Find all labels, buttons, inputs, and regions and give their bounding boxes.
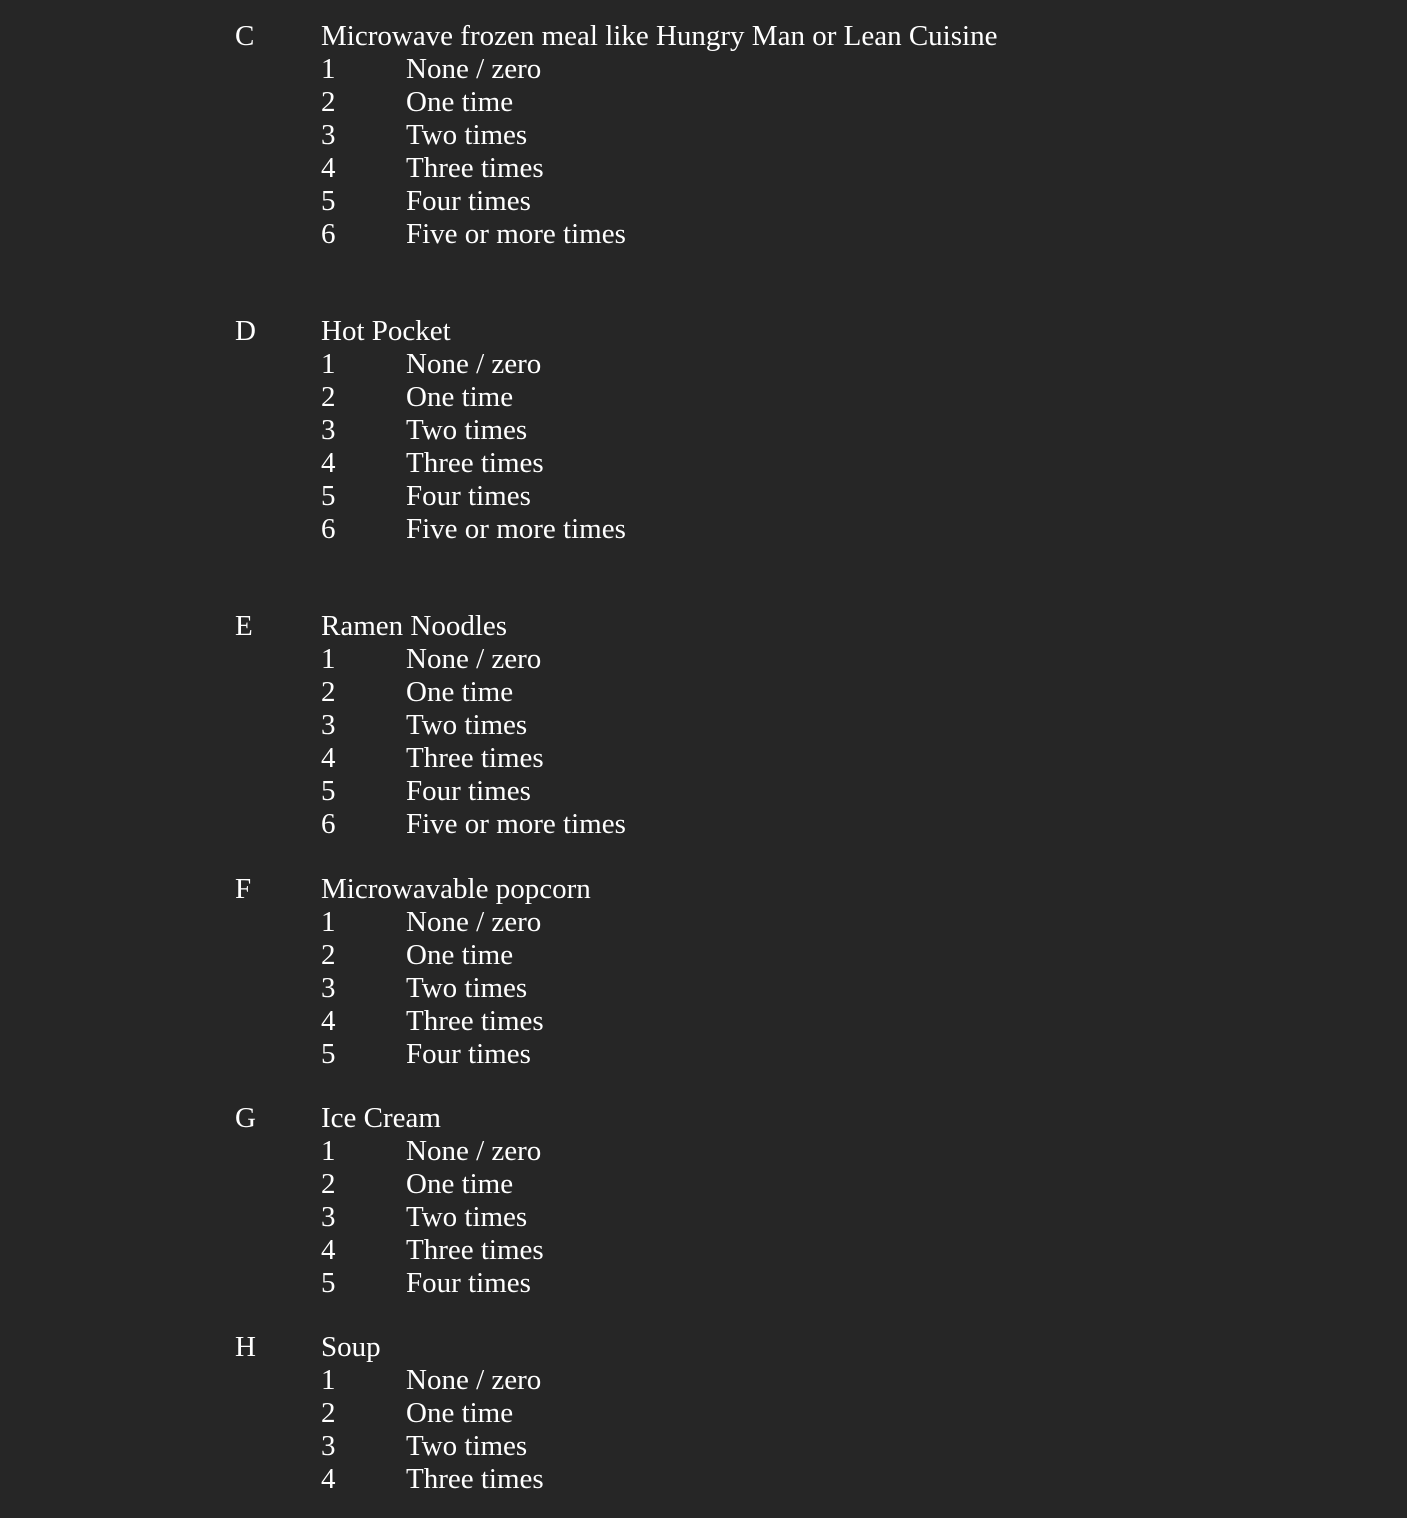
option-number: 3 (321, 414, 336, 446)
section-letter: E (235, 610, 253, 642)
option-number: 5 (321, 185, 336, 217)
answer-option (0, 742, 1407, 775)
option-label: Three times (406, 1463, 544, 1495)
option-number: 1 (321, 53, 336, 85)
answer-option (0, 348, 1407, 381)
answer-option (0, 513, 1407, 546)
answer-option (0, 218, 1407, 251)
answer-option (0, 447, 1407, 480)
answer-option (0, 1005, 1407, 1038)
option-number: 1 (321, 1364, 336, 1396)
section-title: Microwave frozen meal like Hungry Man or Lean Cuisine (321, 20, 998, 52)
option-label: One time (406, 86, 514, 118)
option-number: 2 (321, 86, 336, 118)
answer-option (0, 808, 1407, 841)
option-label: One time (406, 381, 514, 413)
option-number: 4 (321, 1005, 336, 1037)
option-number: 4 (321, 742, 336, 774)
option-number: 6 (321, 513, 336, 545)
option-label: One time (406, 1397, 514, 1429)
option-number: 3 (321, 119, 336, 151)
answer-option (0, 1234, 1407, 1267)
section-title: Microwavable popcorn (321, 873, 591, 905)
option-label: One time (406, 676, 514, 708)
answer-option (0, 676, 1407, 709)
option-number: 4 (321, 152, 336, 184)
answer-option (0, 643, 1407, 676)
answer-option (0, 1430, 1407, 1463)
option-number: 3 (321, 972, 336, 1004)
option-number: 3 (321, 1201, 336, 1233)
section-title: Ice Cream (321, 1102, 441, 1134)
answer-option (0, 1135, 1407, 1168)
option-number: 2 (321, 1168, 336, 1200)
option-number: 2 (321, 1397, 336, 1429)
answer-option (0, 1397, 1407, 1430)
option-label: None / zero (406, 53, 542, 85)
option-label: Two times (406, 1430, 528, 1462)
answer-option (0, 972, 1407, 1005)
section-title: Soup (321, 1331, 381, 1363)
answer-option (0, 1364, 1407, 1397)
option-number: 1 (321, 1135, 336, 1167)
option-label: One time (406, 939, 514, 971)
answer-option (0, 939, 1407, 972)
option-label: Five or more times (406, 808, 626, 840)
option-label: None / zero (406, 1364, 542, 1396)
option-number: 6 (321, 218, 336, 250)
option-number: 6 (321, 808, 336, 840)
option-label: Three times (406, 447, 544, 479)
answer-option (0, 1168, 1407, 1201)
option-number: 3 (321, 1430, 336, 1462)
option-number: 5 (321, 480, 336, 512)
answer-option (0, 53, 1407, 86)
section-title: Hot Pocket (321, 315, 451, 347)
answer-option (0, 1267, 1407, 1300)
option-number: 5 (321, 1038, 336, 1070)
option-label: Two times (406, 1201, 528, 1233)
answer-option (0, 906, 1407, 939)
option-label: Two times (406, 119, 528, 151)
option-label: Two times (406, 972, 528, 1004)
option-label: Three times (406, 1005, 544, 1037)
option-label: Four times (406, 480, 531, 512)
option-label: Two times (406, 709, 528, 741)
option-label: Five or more times (406, 513, 626, 545)
answer-option (0, 152, 1407, 185)
answer-option (0, 1201, 1407, 1234)
section-letter: D (235, 315, 256, 347)
option-number: 5 (321, 775, 336, 807)
answer-option (0, 480, 1407, 513)
option-label: Three times (406, 742, 544, 774)
option-label: Two times (406, 414, 528, 446)
option-label: None / zero (406, 348, 542, 380)
section-letter: F (235, 873, 252, 905)
option-label: Four times (406, 775, 531, 807)
section-letter: G (235, 1102, 256, 1134)
option-label: None / zero (406, 906, 542, 938)
answer-option (0, 1038, 1407, 1071)
section-title: Ramen Noodles (321, 610, 508, 642)
option-number: 2 (321, 939, 336, 971)
section-letter: C (235, 20, 255, 52)
answer-option (0, 1463, 1407, 1496)
option-number: 4 (321, 447, 336, 479)
answer-option (0, 119, 1407, 152)
option-number: 4 (321, 1234, 336, 1266)
answer-option (0, 414, 1407, 447)
option-number: 2 (321, 676, 336, 708)
option-number: 5 (321, 1267, 336, 1299)
section-letter: H (235, 1331, 256, 1363)
answer-option (0, 185, 1407, 218)
answer-option (0, 709, 1407, 742)
option-label: Three times (406, 152, 544, 184)
answer-option (0, 381, 1407, 414)
option-number: 1 (321, 906, 336, 938)
option-label: Four times (406, 1038, 531, 1070)
option-label: None / zero (406, 643, 542, 675)
option-label: None / zero (406, 1135, 542, 1167)
option-number: 3 (321, 709, 336, 741)
option-label: Five or more times (406, 218, 626, 250)
option-label: Three times (406, 1234, 544, 1266)
option-number: 4 (321, 1463, 336, 1495)
option-number: 1 (321, 348, 336, 380)
option-label: Four times (406, 1267, 531, 1299)
option-number: 2 (321, 381, 336, 413)
option-label: One time (406, 1168, 514, 1200)
option-number: 1 (321, 643, 336, 675)
option-label: Four times (406, 185, 531, 217)
answer-option (0, 86, 1407, 119)
answer-option (0, 775, 1407, 808)
